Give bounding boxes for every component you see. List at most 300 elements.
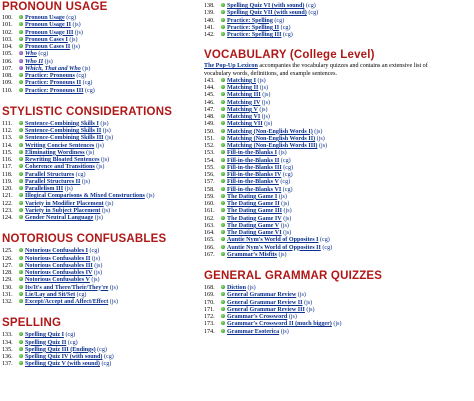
quiz-link[interactable]: Spelling Quiz V (with sound) (25, 361, 100, 368)
quiz-link[interactable]: Spelling Quiz IV (with sound) (25, 354, 103, 360)
green-bullet-icon (221, 216, 225, 220)
quiz-type-tag: (cg) (74, 73, 87, 79)
item-number: 122. (2, 200, 13, 207)
item-number: 142. (204, 32, 215, 38)
quiz-link[interactable]: Matching (Non-English Words I) (227, 128, 313, 135)
list-item (204, 187, 474, 194)
quiz-link[interactable]: Matching (Non-English Words III) (227, 143, 318, 150)
quiz-link[interactable]: Parallel Structures II (25, 178, 81, 185)
quiz-link[interactable]: Coherence and Transitions (25, 164, 95, 171)
green-bullet-icon (221, 100, 225, 104)
quiz-type-tag: (js) (257, 106, 268, 113)
quiz-type-tag: (js) (279, 328, 289, 335)
quiz-link[interactable]: Matching VI (227, 114, 261, 121)
quiz-type-tag: (cg) (304, 3, 316, 9)
list-item (204, 245, 474, 252)
quiz-link[interactable]: Lie/Lay and Sit/Set (25, 291, 76, 298)
item-number: 123. (2, 207, 13, 214)
list-item (2, 143, 224, 150)
green-bullet-icon (221, 292, 225, 296)
quiz-link[interactable]: Parallel Structures (25, 171, 75, 178)
quiz-type-tag: (js) (315, 135, 325, 142)
quiz-type-tag: (cg) (281, 32, 293, 38)
quiz-link[interactable]: Practice: Spelling II (227, 24, 280, 31)
quiz-link[interactable]: General Grammar Review (227, 292, 297, 299)
green-bullet-icon (19, 30, 23, 34)
list-item (204, 300, 474, 307)
green-bullet-icon (19, 292, 23, 296)
quiz-type-tag: (js) (94, 164, 105, 171)
green-bullet-icon (19, 340, 23, 344)
quiz-link[interactable]: Illogical Comparisons & Mixed Constructions (25, 193, 145, 200)
green-bullet-icon (221, 114, 225, 118)
list-item (2, 51, 224, 58)
quiz-link[interactable]: Pronoun Cases II (25, 44, 71, 50)
quiz-link[interactable]: Spelling Quiz I (25, 332, 64, 339)
heading-notorious-confusables: NOTORIOUS CONFUSABLES (2, 233, 167, 246)
list-item (204, 194, 474, 201)
green-bullet-icon (221, 85, 225, 89)
item-number: 132. (2, 299, 13, 305)
green-bullet-icon (221, 237, 225, 241)
item-number: 114. (2, 142, 13, 149)
quiz-link[interactable]: Matching VII (227, 121, 263, 128)
item-number: 135. (2, 346, 13, 353)
list-item (2, 285, 224, 292)
list-spelling-continued (204, 3, 474, 39)
item-number: 116. (2, 157, 13, 163)
item-number: 138. (204, 3, 215, 9)
item-number: 117. (2, 164, 13, 171)
quiz-link[interactable]: Matching IV (227, 99, 261, 106)
item-number: 137. (2, 361, 13, 368)
quiz-type-tag: (js) (94, 142, 104, 149)
item-number: 112. (2, 128, 13, 134)
quiz-type-tag: (cg) (63, 332, 76, 339)
item-number: 173. (204, 321, 215, 328)
quiz-type-tag: (js) (70, 44, 80, 50)
green-bullet-icon (221, 230, 225, 234)
item-number: 144. (204, 85, 215, 92)
list-item (2, 299, 224, 306)
quiz-link[interactable]: Its/It's and There/Their/They're (25, 284, 109, 291)
list-item (204, 158, 474, 165)
item-number: 157. (204, 179, 215, 186)
item-number: 119. (2, 178, 13, 185)
quiz-link[interactable]: Practice: Pronouns II (25, 80, 82, 87)
item-number: 174. (204, 328, 215, 335)
green-bullet-icon (19, 164, 23, 168)
item-number: 169. (204, 292, 215, 299)
list-item (2, 201, 224, 208)
green-bullet-icon (19, 299, 23, 303)
list-pronoun-usage (2, 15, 224, 95)
item-number: 101. (2, 22, 13, 29)
list-item (204, 165, 474, 172)
green-bullet-icon (19, 270, 23, 274)
green-bullet-icon (19, 143, 23, 147)
quiz-type-tag: (js) (92, 270, 103, 276)
quiz-link[interactable]: Who (25, 51, 37, 58)
quiz-type-tag: (js) (260, 92, 271, 99)
item-number: 125. (2, 248, 13, 255)
quiz-link[interactable]: Sentence-Combining Skills II (25, 128, 102, 134)
list-item (204, 237, 474, 244)
green-bullet-icon (19, 88, 23, 92)
list-item (2, 135, 224, 142)
green-bullet-icon (221, 179, 225, 183)
green-bullet-icon (19, 172, 23, 176)
quiz-link[interactable]: Notorious Confusables III (25, 262, 93, 269)
item-number: 115. (2, 149, 13, 156)
quiz-type-tag: (js) (108, 284, 118, 291)
quiz-link[interactable]: Who II (25, 58, 44, 65)
list-item (2, 66, 224, 73)
list-item (2, 193, 224, 200)
item-number: 156. (204, 172, 215, 179)
item-number: 140. (204, 17, 215, 24)
list-vocabulary (204, 78, 474, 259)
quiz-type-tag: (cg) (99, 361, 112, 368)
item-number: 155. (204, 164, 215, 171)
quiz-type-tag: (js) (312, 128, 323, 135)
heading-stylistic-considerations: STYLISTIC CONSIDERATIONS (2, 105, 173, 118)
quiz-type-tag: (js) (103, 200, 114, 207)
list-item (204, 292, 474, 299)
list-item (2, 150, 224, 157)
list-notorious-confusables (2, 248, 224, 306)
list-spelling (2, 332, 224, 368)
quiz-link[interactable]: Parallelism III (25, 186, 64, 192)
quiz-type-tag: (js) (296, 292, 306, 299)
list-item (204, 252, 474, 259)
item-number: 150. (204, 128, 215, 135)
green-bullet-icon (19, 285, 23, 289)
purple-bullet-icon (19, 66, 23, 70)
vocabulary-intro (204, 63, 448, 78)
quiz-link[interactable]: Notorious Confusables I (25, 248, 88, 255)
quiz-link[interactable]: Spelling Quiz II (25, 339, 67, 346)
green-bullet-icon (19, 354, 23, 358)
quiz-type-tag: (cg) (74, 171, 86, 178)
quiz-type-tag: (js) (89, 277, 100, 284)
green-bullet-icon (19, 157, 23, 161)
item-number: 141. (204, 24, 215, 31)
green-bullet-icon (221, 18, 225, 22)
list-item (204, 150, 474, 157)
green-bullet-icon (19, 73, 23, 77)
green-bullet-icon (221, 158, 225, 162)
item-number: 131. (2, 291, 13, 298)
quiz-link[interactable]: Sentence-Combining Skills III (25, 135, 104, 142)
list-item (204, 92, 474, 99)
quiz-link[interactable]: Writing Concise Sentences (25, 142, 95, 149)
quiz-link[interactable]: Matching II (227, 85, 259, 92)
quiz-type-tag: (cg) (81, 80, 93, 87)
quiz-link[interactable]: Auntie Nym's World of Opposites II (227, 244, 321, 251)
quiz-type-tag: (js) (84, 149, 95, 156)
quiz-type-tag: (cg) (66, 339, 78, 346)
item-number: 162. (204, 215, 215, 222)
green-bullet-icon (221, 307, 225, 311)
quiz-type-tag: (js) (287, 314, 297, 321)
item-number: 102. (2, 29, 13, 36)
green-bullet-icon (221, 143, 225, 147)
item-number: 103. (2, 36, 13, 43)
item-number: 124. (2, 215, 13, 221)
quiz-type-tag: (js) (279, 201, 290, 208)
quiz-link[interactable]: Fill-in-the-Blanks VI (227, 186, 282, 193)
quiz-type-tag: (js) (260, 99, 271, 106)
list-item (2, 256, 224, 263)
quiz-type-tag: (js) (302, 299, 313, 306)
quiz-link[interactable]: The Dating Game I (227, 193, 278, 200)
item-number: 113. (2, 135, 13, 142)
quiz-link[interactable]: The Dating Game III (227, 208, 283, 215)
quiz-type-tag: (js) (277, 193, 287, 200)
quiz-type-tag: (js) (43, 58, 53, 65)
quiz-link[interactable]: Grammar's Misfits (227, 251, 277, 258)
quiz-type-tag: (cg) (95, 346, 107, 353)
item-number: 100. (2, 15, 13, 21)
quiz-link[interactable]: General Grammar Review II (227, 299, 303, 306)
green-bullet-icon (19, 193, 23, 197)
item-number: 152. (204, 143, 215, 150)
quiz-type-tag: (js) (317, 143, 328, 150)
green-bullet-icon (19, 248, 23, 252)
quiz-link[interactable]: Fill-in-the-Blanks III (227, 164, 282, 171)
list-item (204, 321, 474, 328)
quiz-link[interactable]: Matching (Non-English Words II) (227, 135, 316, 142)
quiz-link[interactable]: Fill-in-the-Blanks II (227, 157, 280, 164)
left-column (2, 0, 224, 369)
green-bullet-icon (221, 150, 225, 154)
quiz-link[interactable]: Rewriting Bloated Sentences (25, 157, 100, 163)
green-bullet-icon (221, 321, 225, 325)
quiz-link[interactable]: Grammar's Crossword (227, 314, 288, 321)
list-stylistic-considerations (2, 121, 224, 223)
quiz-type-tag: (js) (276, 150, 287, 157)
item-number: 120. (2, 186, 13, 192)
green-bullet-icon (221, 194, 225, 198)
list-item (2, 361, 224, 368)
quiz-type-tag: (js) (93, 215, 103, 221)
item-number: 160. (204, 201, 215, 208)
quiz-type-tag: (cg) (75, 291, 87, 298)
quiz-link[interactable]: Gender Neutral Language (25, 215, 94, 221)
quiz-type-tag: (js) (276, 251, 287, 258)
green-bullet-icon (221, 78, 225, 82)
item-number: 159. (204, 193, 215, 200)
quiz-link[interactable]: Spelling Quiz VII (with sound) (227, 10, 307, 17)
pop-up-lexicon-link[interactable]: The Pop-Up Lexicon (204, 63, 258, 70)
quiz-link[interactable]: Fill-in-the-Blanks I (227, 150, 277, 157)
quiz-link[interactable]: Grammar's Crossword II (much bigger) (227, 321, 332, 328)
item-number: 133. (2, 332, 13, 339)
quiz-link[interactable]: Eliminating Wordiness (25, 149, 85, 156)
list-item (204, 223, 474, 230)
quiz-link[interactable]: Notorious Confusables IV (25, 270, 93, 276)
item-number: 107. (2, 65, 13, 72)
quiz-link[interactable]: Pronoun Cases I (25, 36, 68, 43)
quiz-type-tag: (js) (101, 128, 111, 134)
list-item (204, 307, 474, 314)
item-number: 118. (2, 171, 13, 178)
item-number: 106. (2, 58, 13, 65)
quiz-link[interactable]: Matching I (227, 77, 256, 84)
quiz-type-tag: (cg) (279, 157, 291, 164)
quiz-link[interactable]: General Grammar Review III (227, 306, 305, 313)
quiz-link[interactable]: Practice: Spelling III (227, 32, 282, 38)
green-bullet-icon (19, 150, 23, 154)
green-bullet-icon (19, 179, 23, 183)
item-number: 167. (204, 251, 215, 258)
quiz-link[interactable]: Practice: Pronouns III (25, 87, 84, 94)
green-bullet-icon (221, 121, 225, 125)
quiz-link[interactable]: Variety in Subject Placement (25, 207, 101, 214)
green-bullet-icon (221, 201, 225, 205)
quiz-link[interactable]: The Dating Game II (227, 201, 280, 208)
item-number: 164. (204, 230, 215, 237)
item-number: 158. (204, 186, 215, 193)
item-number: 104. (2, 44, 13, 50)
quiz-link[interactable]: The Dating Game IV (227, 215, 282, 222)
quiz-link[interactable]: Pronoun Usage (25, 15, 65, 21)
quiz-link[interactable]: Spelling Quiz VI (with sound) (227, 3, 305, 9)
quiz-link[interactable]: Fill-in-the-Blanks IV (227, 172, 282, 179)
quiz-type-tag: (js) (103, 135, 114, 142)
item-number: 129. (2, 277, 13, 284)
quiz-type-tag: (cg) (64, 15, 77, 21)
green-bullet-icon (19, 256, 23, 260)
list-item (2, 208, 224, 215)
green-bullet-icon (221, 172, 225, 176)
list-item (2, 30, 224, 37)
quiz-type-tag: (js) (100, 207, 111, 214)
quiz-link[interactable]: Variety in Modifier Placement (25, 200, 104, 207)
quiz-type-tag: (cg) (83, 87, 95, 94)
list-item (204, 25, 474, 32)
green-bullet-icon (19, 208, 23, 212)
list-item (2, 77, 224, 87)
quiz-type-tag: (cg) (102, 354, 114, 360)
quiz-link[interactable]: Except/Accept and Affect/Effect (25, 299, 109, 305)
quiz-link[interactable]: Notorious Confusables V (25, 277, 90, 284)
list-item (2, 292, 224, 299)
item-number: 105. (2, 51, 13, 58)
quiz-type-tag: (cg) (278, 179, 291, 186)
green-bullet-icon (221, 252, 225, 256)
item-number: 147. (204, 106, 215, 113)
quiz-type-tag: (js) (99, 157, 110, 163)
green-bullet-icon (221, 314, 225, 318)
item-number: 108. (2, 73, 13, 79)
item-number: 139. (204, 10, 215, 17)
item-number: 149. (204, 121, 215, 128)
quiz-type-tag: (js) (281, 230, 292, 237)
list-item (204, 136, 474, 143)
green-bullet-icon (221, 329, 225, 333)
quiz-link[interactable]: Pronoun Usage II (25, 22, 71, 29)
quiz-link[interactable]: Matching III (227, 92, 261, 99)
quiz-link[interactable]: The Dating Game VI (227, 230, 282, 237)
list-item (2, 340, 224, 347)
list-item (204, 216, 474, 223)
item-number: 154. (204, 157, 215, 164)
list-item (204, 329, 474, 336)
green-bullet-icon (19, 44, 23, 48)
item-number: 111. (2, 120, 13, 127)
quiz-type-tag: (cg) (87, 248, 100, 255)
quiz-link[interactable]: Grammar Esoterica (227, 328, 280, 335)
quiz-link[interactable]: Notorious Confusables II (25, 255, 91, 262)
list-item (204, 179, 474, 186)
green-bullet-icon (19, 263, 23, 267)
quiz-type-tag: (js) (63, 186, 73, 192)
item-number: 110. (2, 87, 13, 94)
quiz-type-tag: (cg) (281, 164, 294, 171)
quiz-link[interactable]: Fill-in-the-Blanks V (227, 179, 279, 186)
quiz-type-tag: (js) (144, 193, 155, 200)
green-bullet-icon (221, 223, 225, 227)
list-item (2, 22, 224, 29)
quiz-link[interactable]: The Dating Game V (227, 222, 280, 229)
green-bullet-icon (19, 186, 23, 190)
item-number: 148. (204, 114, 215, 121)
green-bullet-icon (221, 165, 225, 169)
list-item (204, 107, 474, 114)
item-number: 166. (204, 244, 215, 251)
quiz-link[interactable]: Pronoun Usage III (25, 29, 74, 36)
quiz-link[interactable]: Practice: Spelling (227, 17, 273, 24)
quiz-link[interactable]: Which, That and Who (25, 65, 81, 72)
green-bullet-icon (221, 300, 225, 304)
list-item (2, 332, 224, 339)
green-bullet-icon (19, 128, 23, 132)
purple-bullet-icon (19, 59, 23, 63)
item-number: 109. (2, 80, 13, 87)
quiz-link[interactable]: Sentence-Combining Skills I (25, 120, 99, 127)
green-bullet-icon (221, 187, 225, 191)
quiz-type-tag: (js) (255, 77, 266, 84)
quiz-link[interactable]: Matching V (227, 106, 258, 113)
item-number: 130. (2, 284, 13, 291)
quiz-type-tag: (js) (90, 255, 101, 262)
quiz-link[interactable]: Spelling Quiz III (Endings) (25, 346, 96, 353)
list-item (204, 78, 474, 85)
quiz-type-tag: (js) (92, 262, 103, 269)
quiz-type-tag: (cg) (281, 172, 293, 179)
list-item (2, 37, 224, 44)
quiz-type-tag: (js) (260, 114, 270, 121)
green-bullet-icon (19, 201, 23, 205)
green-bullet-icon (221, 25, 225, 29)
green-bullet-icon (19, 347, 23, 351)
list-item (2, 248, 224, 255)
heading-spelling: SPELLING (2, 317, 62, 330)
item-number: 146. (204, 99, 215, 106)
quiz-link[interactable]: Practice: Pronouns (25, 73, 75, 79)
quiz-link[interactable]: Auntie Nym's World of Opposites I (227, 237, 319, 244)
list-item (204, 32, 474, 39)
quiz-link[interactable]: Diction (227, 285, 246, 292)
green-bullet-icon (221, 92, 225, 96)
green-bullet-icon (221, 107, 225, 111)
quiz-type-tag: (js) (279, 222, 289, 229)
list-item (2, 347, 224, 354)
item-number: 151. (204, 135, 215, 142)
right-column (204, 0, 474, 336)
